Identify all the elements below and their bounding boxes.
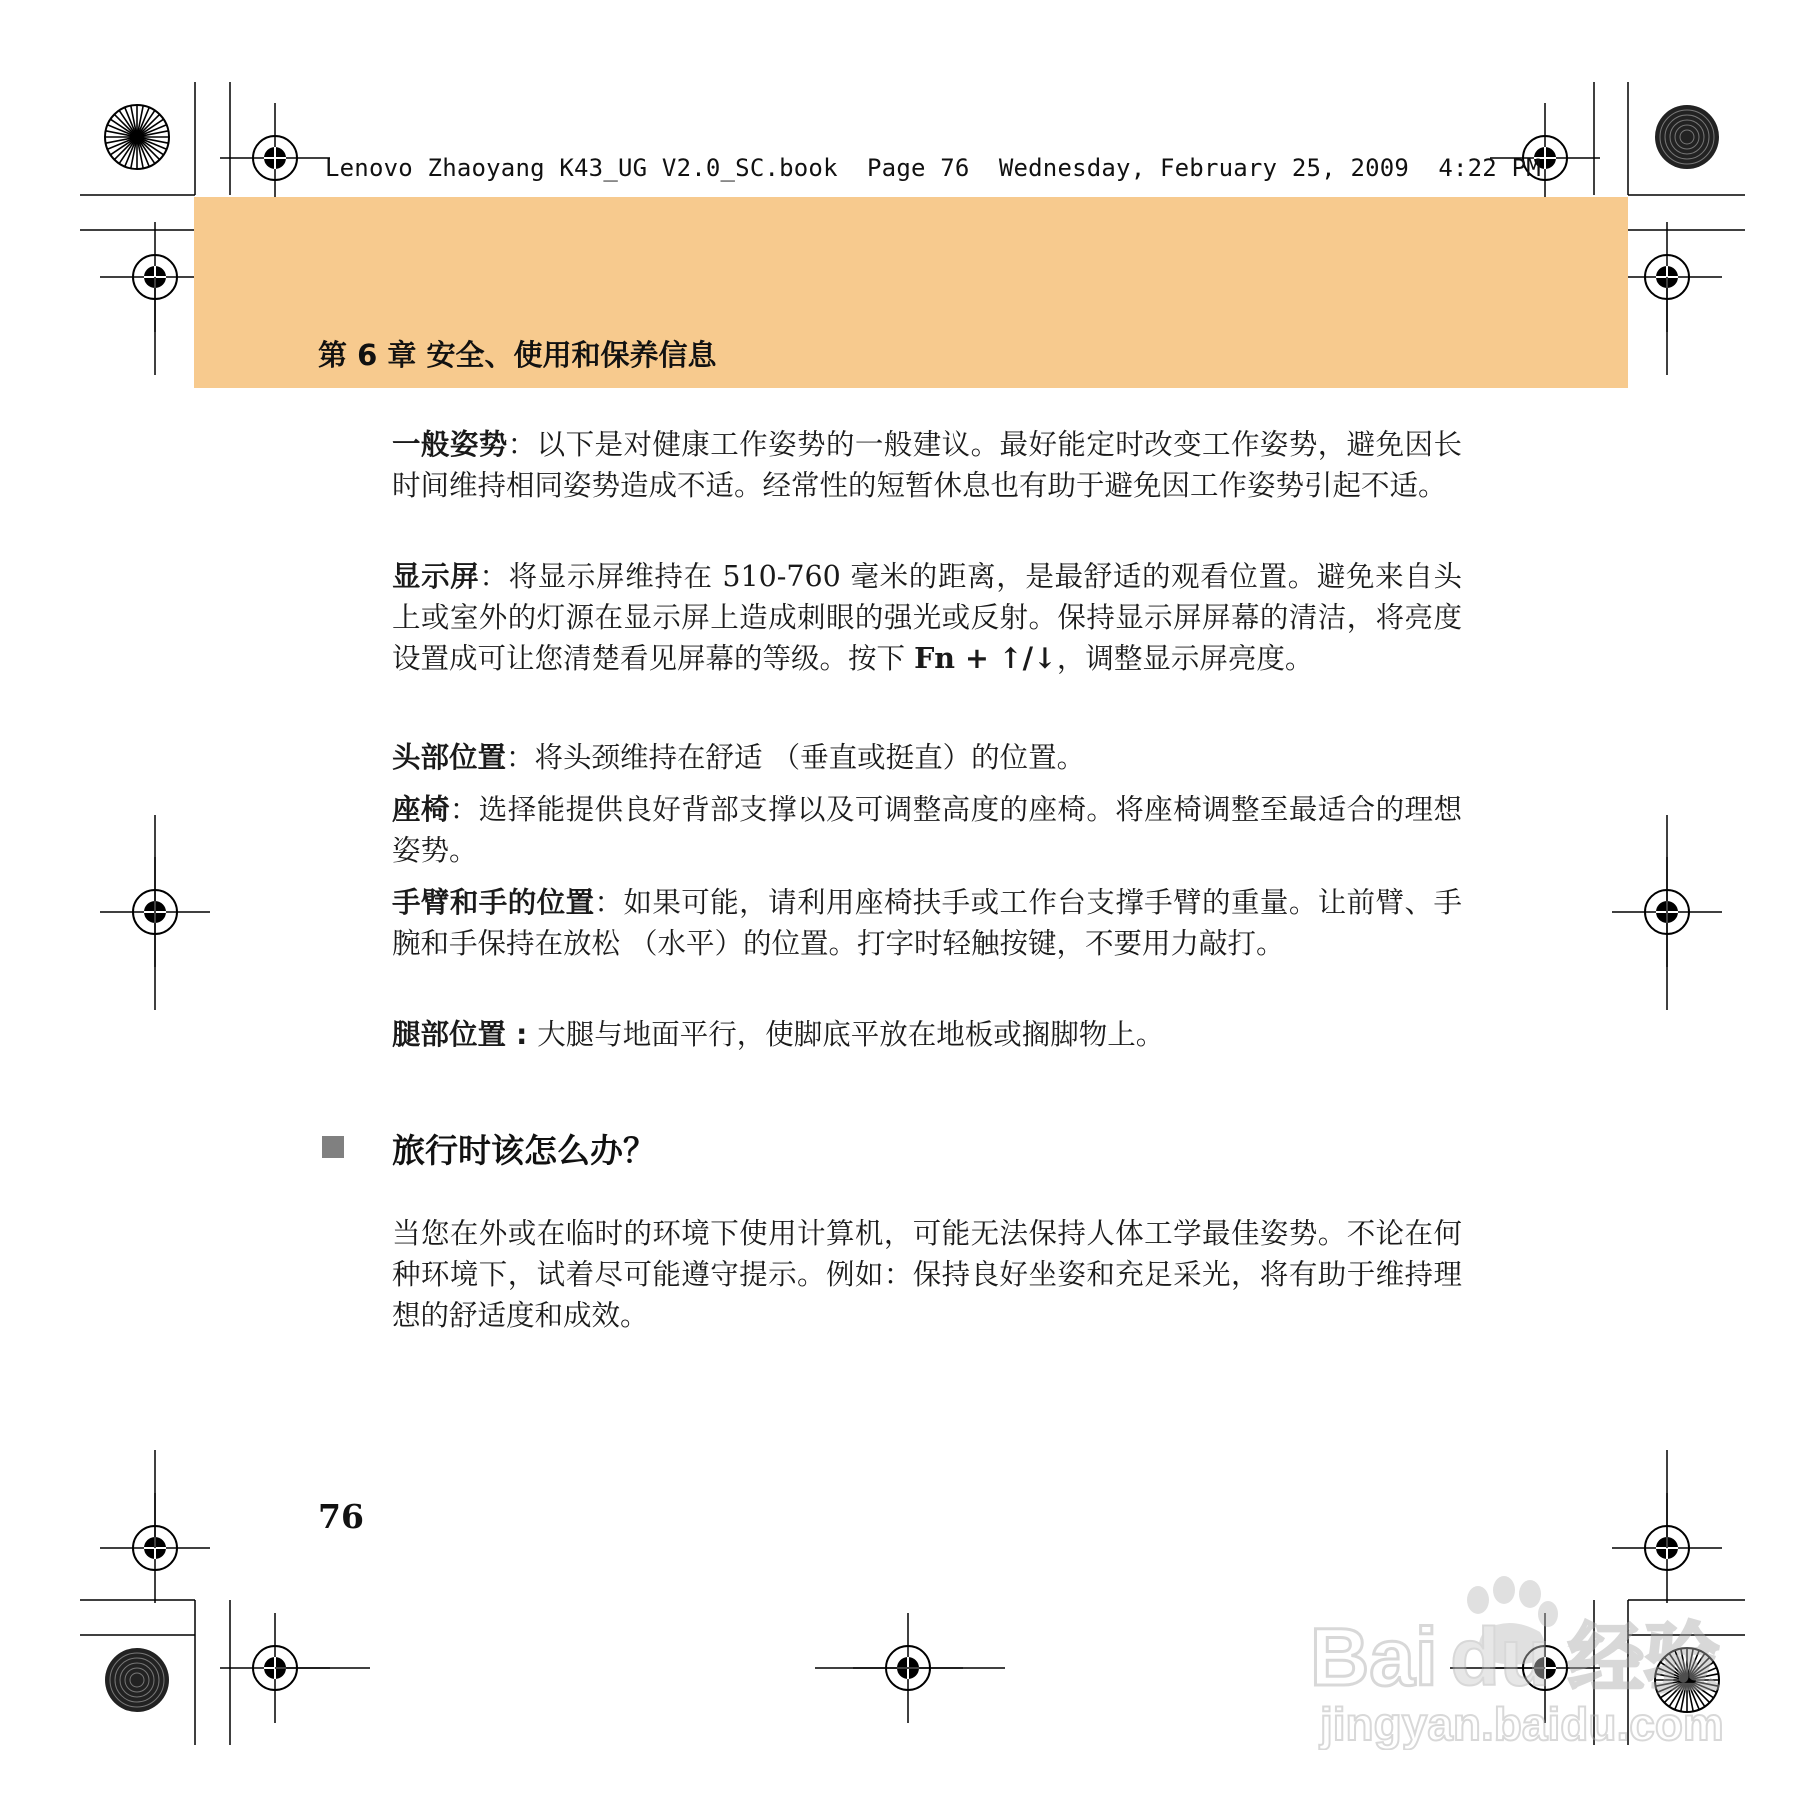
paragraph-lead: 座椅: [392, 793, 450, 826]
paragraph-lead: 显示屏: [392, 560, 480, 593]
svg-text:Bai: Bai: [1310, 1612, 1438, 1703]
paragraph-chair: [392, 789, 1462, 871]
section-body: 当您在外或在临时的环境下使用计算机，可能无法保持人体工学最佳姿势。不论在何种环境下，试着尽可能遵守提示。例如：保持良好坐姿和充足采光，将有助于维持理想的舒适度和成效。: [392, 1217, 1462, 1332]
paragraph-text: 如果可能，请利用座椅扶手或工作台支撑手臂的重量。让前臂、手腕和手保持在放松 （水平）的位置。打字时轻触按键，不要用力敲打。: [392, 886, 1462, 960]
svg-text:du: du: [1450, 1612, 1551, 1703]
section-bullet-icon: [322, 1136, 344, 1158]
paragraph-lead: 手臂和手的位置: [392, 886, 595, 919]
paragraph-separator: :: [506, 1018, 538, 1051]
paragraph-separator: ：: [506, 741, 535, 774]
brightness-keys: Fn + ↑/↓: [914, 641, 1057, 675]
paragraph-general-posture: [392, 424, 1462, 506]
svg-text:jingyan.baidu.com: jingyan.baidu.com: [1320, 1698, 1724, 1750]
section-heading: 旅行时该怎么办？: [392, 1131, 656, 1170]
paragraph-text: 将显示屏维持在 510-760 毫米的距离，是最舒适的观看位置。避免来自头上或室外的灯源在显示屏上造成刺眼的强光或反射。保持显示屏屏幕的清洁，将亮度设置成可让您清楚看见屏幕的等级。按下: [392, 560, 1462, 675]
paragraph-separator: ：: [449, 793, 479, 826]
paragraph-text-end: ，调整显示屏亮度。: [1056, 642, 1314, 675]
paragraph-lead: 一般姿势: [392, 428, 508, 461]
paragraph-separator: ：: [507, 428, 537, 461]
baidu-jingyan-watermark-logo: [1290, 1570, 1760, 1750]
watermark-brand-cn: 经验: [1568, 1614, 1720, 1703]
paragraph-leg-position: [392, 1014, 1462, 1055]
paragraph-text: 以下是对健康工作姿势的一般建议。最好能定时改变工作姿势，避免因长时间维持相同姿势造成不适。经常性的短暂休息也有助于避免因工作姿势引起不适。: [392, 428, 1462, 502]
paragraph-head-position: [392, 737, 1462, 778]
paragraph-text: 大腿与地面平行，使脚底平放在地板或搁脚物上。: [537, 1018, 1165, 1051]
paragraph-text: 选择能提供良好背部支撑以及可调整高度的座椅。将座椅调整至最适合的理想姿势。: [392, 793, 1462, 867]
print-header-file-info: Lenovo Zhaoyang K43_UG V2.0_SC.book Page 76 Wednesday, February 25, 2009 4:22 PM: [325, 154, 1541, 182]
paragraph-arm-hand-position: [392, 882, 1462, 964]
paragraph-separator: ：: [479, 560, 509, 593]
paragraph-lead: 头部位置: [392, 741, 507, 774]
paragraph-text: 将头颈维持在舒适 （垂直或挺直）的位置。: [534, 741, 1086, 774]
paragraph-separator: ：: [594, 886, 624, 919]
paragraph-lead: 腿部位置: [392, 1018, 507, 1051]
page-number: 76: [318, 1497, 364, 1536]
paragraph-display: [392, 556, 1462, 679]
chapter-title: 第 6 章 安全、使用和保养信息: [318, 338, 717, 372]
